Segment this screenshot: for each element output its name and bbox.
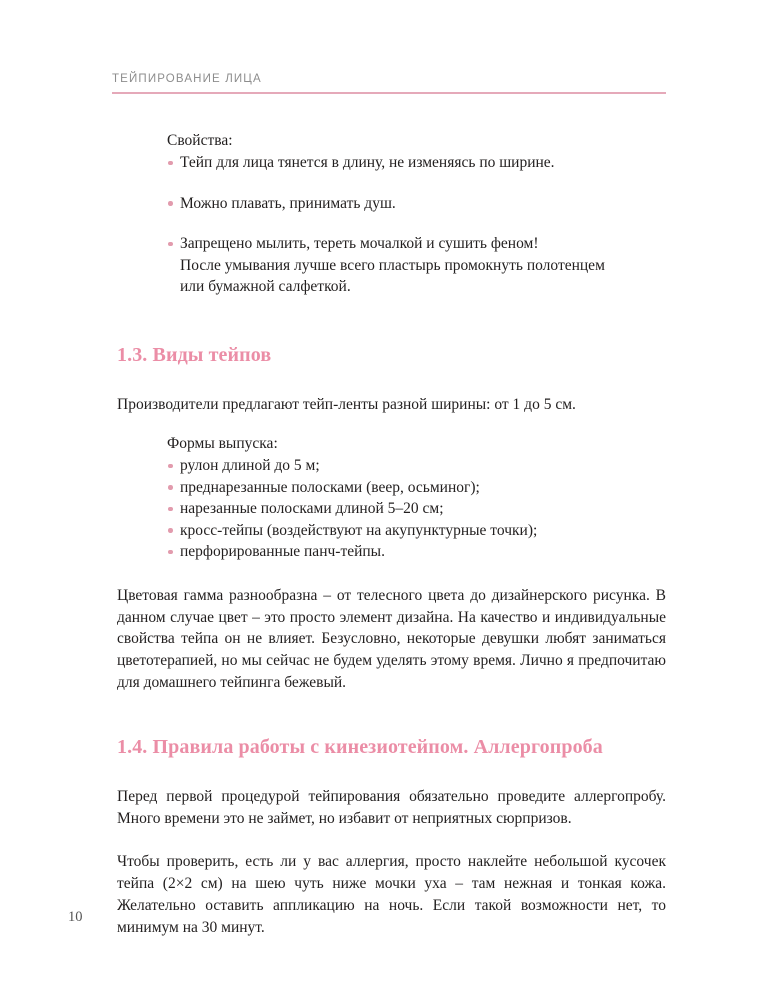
list-item: [167, 541, 666, 563]
forms-list: [167, 455, 666, 563]
spacer: [117, 563, 666, 585]
list-item-line: преднарезанные полосками (веер, осьминог);: [180, 478, 480, 496]
section-heading-1-3: 1.3. Виды тейпов: [117, 343, 272, 366]
section-1-4-paragraph-2: Чтобы проверить, есть ли у вас аллергия, просто наклейте небольшой кусочек тейпа (2×2 см) на шею чуть ниже мочки уха – там нежная и тонкая кожа. Желательно оставить аппликацию на ночь. Если такой возможности нет, то минимум на 30 минут.: [117, 853, 666, 936]
list-item-line: перфорированные панч-тейпы.: [180, 543, 385, 561]
properties-lead-in: Свойства:: [167, 132, 233, 149]
list-item: [167, 477, 666, 499]
spacer: [117, 415, 666, 433]
list-item: [167, 520, 666, 542]
properties-list: [167, 152, 666, 298]
forms-lead-in: Формы выпуска:: [167, 435, 278, 453]
list-item: [167, 193, 666, 215]
list-item-line: Можно плавать, принимать душ.: [180, 194, 396, 212]
spacer: [117, 368, 666, 394]
list-item: [167, 233, 666, 298]
list-item-line: нарезанные полосками длиной 5–20 см;: [180, 500, 444, 518]
section-1-3-intro: Производители предлагают тейп-ленты разной ширины: от 1 до 5 см.: [117, 395, 576, 413]
list-item-line: Тейп для лица тянется в длину, не изменяясь по ширине.: [180, 154, 555, 171]
list-item-line: После умывания лучше всего пластырь промокнуть полотенцем: [180, 256, 605, 274]
section-heading-1-4: 1.4. Правила работы с кинезиотейпом. Аллергопроба: [117, 735, 603, 758]
spacer: [117, 298, 666, 342]
section-1-3-paragraph: Цветовая гамма разнообразна – от телесного цвета до дизайнерского рисунка. В данном случае цвет – это просто элемент дизайна. На качество и индивидуальные свойства тейпа он не влияет. Безусловно, некоторые девушки любят заниматься цветотерапией, но мы сейчас не будем уделять этому время. Лично я предпочитаю для домашнего тейпинга бежевый.: [117, 586, 666, 691]
running-head: [112, 72, 666, 94]
list-item-line: или бумажной салфеткой.: [180, 278, 351, 295]
running-head-divider: [112, 92, 666, 94]
content-column: [117, 130, 666, 939]
properties-block: [167, 130, 666, 298]
list-item-line: кросс-тейпы (воздействуют на акупунктурные точки);: [180, 521, 538, 539]
section-1-4-paragraph-1: Перед первой процедурой тейпирования обязательно проведите аллергопробу. Много времени это не займет, но избавит от неприятных сюрпризов.: [117, 787, 666, 827]
page-number: 10: [68, 909, 83, 925]
list-item: [167, 455, 666, 477]
spacer: [117, 829, 666, 851]
list-item-line: Запрещено мылить, тереть мочалкой и сушить феном!: [180, 235, 539, 252]
list-item: [167, 498, 666, 520]
running-head-title: ТЕЙПИРОВАНИЕ ЛИЦА: [112, 73, 262, 85]
spacer: [117, 760, 666, 786]
spacer: [117, 694, 666, 734]
list-item: [167, 152, 666, 174]
forms-block: [167, 433, 666, 563]
list-item-line: рулон длиной до 5 м;: [180, 457, 320, 475]
